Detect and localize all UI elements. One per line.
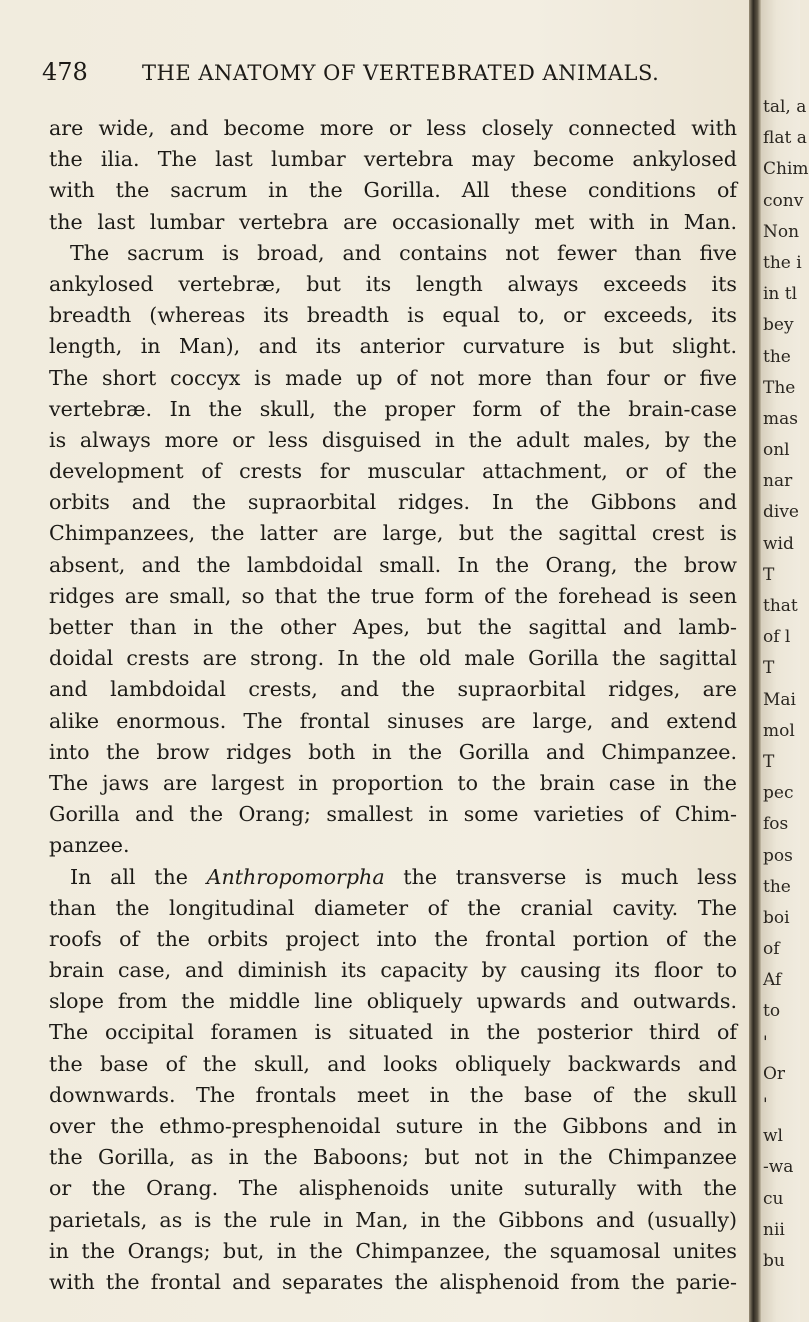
fragment: to [763, 1001, 781, 1022]
text-line: is always more or less disguised in the adult males, by the [49, 427, 737, 452]
page-number: 478 [42, 58, 88, 86]
text-line: ridges are small, so that the true form of the forehead is seen [49, 583, 737, 608]
fragment: mol [763, 720, 795, 741]
fragment: the [763, 876, 791, 897]
text-line: or the Orang. The alisphenoids unite suturally with the [49, 1176, 737, 1201]
text-line: The short coccyx is made up of not more than four or five [49, 365, 737, 390]
text-line: the last lumbar vertebra are occasionally met with in Man. [49, 209, 737, 234]
text-line: Chimpanzees, the latter are large, but the sagittal crest is [49, 521, 737, 546]
text-line: breadth (whereas its breadth is equal to, or exceeds, its [49, 303, 737, 328]
fragment: pos [763, 845, 793, 866]
fragment: nii [763, 1219, 785, 1240]
page-header [42, 58, 718, 86]
text-line: slope from the middle line obliquely upwards and outwards. [49, 989, 737, 1014]
fragment: Af [763, 970, 782, 991]
fragment: boi [763, 907, 790, 928]
text-fragment: the transverse is much less [403, 864, 738, 889]
fragment: Non [763, 221, 800, 242]
text-line [49, 862, 737, 893]
text-line: with the frontal and separates the alisphenoid from the parie- [49, 1269, 737, 1294]
text-line: better than in the other Apes, but the sagittal and lamb- [49, 615, 737, 639]
text-line: ankylosed vertebræ, but its length always exceeds its [49, 271, 737, 296]
text-fragment: In all the [70, 864, 188, 889]
text-line: The occipital foramen is situated in the posterior third of [49, 1020, 737, 1045]
fragment: wl [763, 1126, 783, 1147]
fragment: the i [763, 252, 802, 273]
fragment: that [763, 596, 798, 616]
fragment: tal, a [763, 97, 807, 117]
text-line: alike enormous. The frontal sinuses are large, and extend [49, 708, 737, 733]
fragment: Or [763, 1063, 786, 1084]
text-line: the ilia. The last lumbar vertebra may become ankylosed [49, 147, 737, 172]
text-line: than the longitudinal diameter of the cranial cavity. The [49, 895, 737, 920]
fragment: fos [763, 814, 789, 835]
adjacent-page-fragments [763, 92, 809, 1277]
text-line: roofs of the orbits project into the frontal portion of the [49, 926, 737, 951]
fragment: Mai [763, 689, 796, 710]
fragment: The [763, 377, 796, 398]
body-text [49, 113, 737, 1298]
italic-term: Anthropomorpha [206, 864, 385, 889]
text-line: and lambdoidal crests, and the supraorbital ridges, are [49, 677, 737, 702]
text-line: orbits and the supraorbital ridges. In the Gibbons and [49, 490, 737, 515]
text-line: are wide, and become more or less closely connected with [49, 116, 737, 140]
fragment: T [763, 751, 775, 772]
text-line: brain case, and diminish its capacity by causing its floor to [49, 958, 737, 983]
text-line: absent, and the lambdoidal small. In the Orang, the brow [49, 552, 737, 577]
fragment: T [763, 564, 775, 585]
fragment: cu [763, 1188, 784, 1209]
text-line: doidal crests are strong. In the old male Gorilla the sagittal [49, 646, 737, 671]
fragment: Chim [763, 159, 809, 180]
adjacent-page [761, 0, 809, 1322]
text-line: vertebræ. In the skull, the proper form of the brain-case [49, 396, 737, 421]
text-line: development of crests for muscular attachment, or of the [49, 459, 737, 484]
fragment: of l [763, 627, 791, 648]
fragment: mas [763, 408, 798, 429]
fragment: -wa [763, 1157, 794, 1178]
fragment: the [763, 346, 791, 367]
fragment: conv [763, 190, 804, 211]
text-line: in the Orangs; but, in the Chimpanzee, the squamosal unites [49, 1238, 737, 1263]
fragment: dive [763, 502, 799, 523]
text-line: the base of the skull, and looks obliquely backwards and [49, 1051, 737, 1076]
fragment: pec [763, 783, 794, 804]
text-line: Gorilla and the Orang; smallest in some varieties of Chim- [49, 802, 737, 827]
fragment: of [763, 939, 780, 960]
fragment: bu [763, 1250, 785, 1271]
fragment: wid [763, 533, 794, 554]
text-line: panzee. [49, 833, 130, 858]
book-gutter [749, 0, 761, 1322]
running-title: THE ANATOMY OF VERTEBRATED ANIMALS. [142, 61, 660, 85]
text-line: downwards. The frontals meet in the base of the skull [49, 1082, 737, 1107]
fragment: nar [763, 471, 793, 492]
text-line: The jaws are largest in proportion to the brain case in the [49, 770, 737, 795]
text-line: parietals, as is the rule in Man, in the Gibbons and (usually) [49, 1207, 737, 1232]
text-line: over the ethmo-presphenoidal suture in the Gibbons and in [49, 1114, 737, 1138]
text-line: length, in Man), and its anterior curvature is but slight. [49, 334, 737, 359]
fragment: onl [763, 440, 790, 461]
fragment: T [763, 658, 775, 679]
fragment: ' [763, 1032, 768, 1053]
fragment: flat a [763, 128, 807, 149]
text-line: the Gorilla, as in the Baboons; but not in the Chimpanzee [49, 1145, 737, 1170]
fragment: in tl [763, 284, 798, 305]
text-line: The sacrum is broad, and contains not fewer than five [70, 240, 737, 265]
text-line: into the brow ridges both in the Gorilla and Chimpanzee. [49, 739, 737, 764]
text-line: with the sacrum in the Gorilla. All these conditions of [49, 178, 737, 203]
fragment: bey [763, 315, 794, 336]
fragment: ' [763, 1095, 768, 1115]
